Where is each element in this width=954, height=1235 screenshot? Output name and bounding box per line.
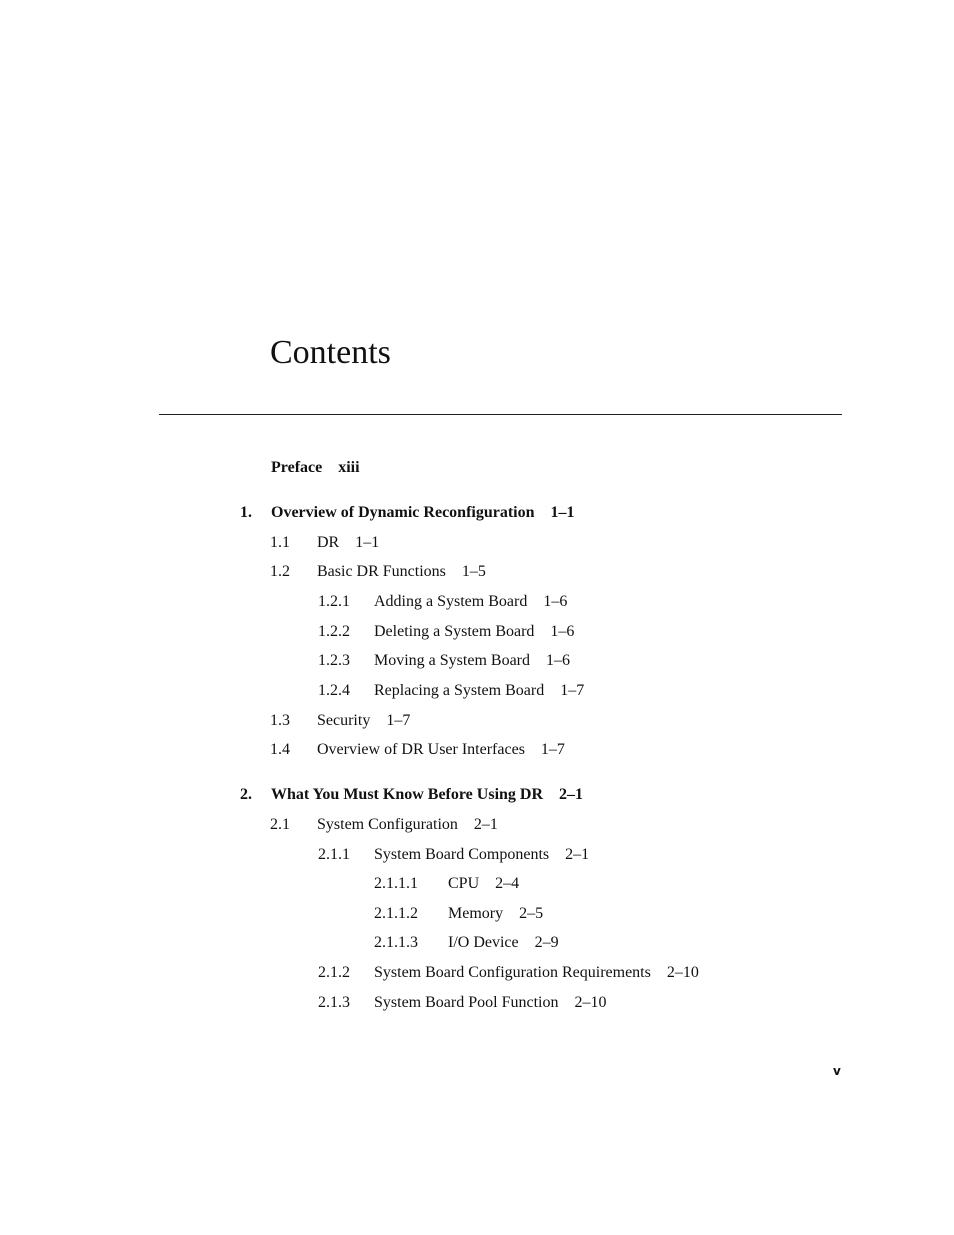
toc-entry-title: System Board Components <box>374 846 550 863</box>
toc-entry-number: 1.2 <box>270 563 290 580</box>
toc-entry-title-group <box>374 592 567 612</box>
toc-entry-title: Preface <box>271 459 323 476</box>
toc-entry[interactable] <box>0 711 954 731</box>
toc-entry-page: 1–5 <box>461 563 486 580</box>
toc-entry[interactable] <box>0 681 954 701</box>
toc-entry-title-group <box>374 622 574 642</box>
toc-entry[interactable] <box>0 562 954 582</box>
toc-entry-page: 1–6 <box>543 593 568 610</box>
toc-entry-title: Overview of Dynamic Reconfiguration <box>271 504 535 521</box>
toc-entry-number: 2.1.3 <box>318 994 350 1011</box>
toc-entry-title-group <box>317 711 410 731</box>
toc-entry-page: 1–6 <box>550 623 575 640</box>
toc-entry-title-group <box>374 651 570 671</box>
toc-entry-title: Deleting a System Board <box>374 623 535 640</box>
toc-entry-title: Adding a System Board <box>374 593 528 610</box>
toc-entry-page: 2–1 <box>565 846 590 863</box>
toc-entry[interactable] <box>0 785 954 805</box>
toc-entry-title: Overview of DR User Interfaces <box>317 741 525 758</box>
toc-entry-title: Replacing a System Board <box>374 682 545 699</box>
toc-entry-page: 2–1 <box>559 786 584 803</box>
toc-entry[interactable] <box>0 651 954 671</box>
toc-entry-title-group <box>317 815 498 835</box>
toc-entry-page: 1–6 <box>546 652 570 669</box>
toc-entry-number: 1.2.2 <box>318 623 350 640</box>
toc-entry-title: Moving a System Board <box>374 652 530 669</box>
toc-entry-title: System Configuration <box>317 816 458 833</box>
toc-entry-number: 2.1.1.2 <box>374 905 418 922</box>
toc-entry[interactable] <box>0 740 954 760</box>
toc-entry-number: 2.1 <box>270 816 290 833</box>
toc-entry-page: 2–9 <box>534 934 559 951</box>
toc-entry-number: 1.4 <box>270 741 290 758</box>
page-title: Contents <box>270 334 391 371</box>
toc-entry[interactable] <box>0 458 954 478</box>
toc-entry[interactable] <box>0 904 954 924</box>
page-number: v <box>833 1064 841 1078</box>
toc-entry-title-group <box>317 533 379 553</box>
toc-entry-page: 2–10 <box>574 994 607 1011</box>
toc-entry-title-group <box>374 845 589 865</box>
toc-entry-title-group <box>271 785 583 805</box>
toc-entry-title-group <box>317 562 486 582</box>
toc-entry-number: 2.1.1.3 <box>374 934 418 951</box>
toc-entry-number: 1.2.4 <box>318 682 350 699</box>
toc-entry[interactable] <box>0 993 954 1013</box>
toc-entry-title-group <box>374 963 699 983</box>
toc-entry-number: 2.1.2 <box>318 964 350 981</box>
toc-entry-page: 1–7 <box>540 741 565 758</box>
toc-entry-title-group <box>374 681 584 701</box>
toc-entry-number: 1.2.1 <box>318 593 350 610</box>
toc-entry-title: System Board Pool Function <box>374 994 559 1011</box>
toc-entry[interactable] <box>0 963 954 983</box>
toc-entry-title: CPU <box>448 875 480 892</box>
toc-entry-number: 2.1.1.1 <box>374 875 418 892</box>
toc-entry-page: 2–4 <box>495 875 520 892</box>
toc-entry-number: 1.1 <box>270 534 290 551</box>
toc-entry-page: 2–1 <box>473 816 498 833</box>
toc-entry-title-group <box>317 740 565 760</box>
toc-entry-number: 1.2.3 <box>318 652 350 669</box>
toc-entry-title-group <box>448 904 543 924</box>
toc-entry[interactable] <box>0 933 954 953</box>
toc-entry-title: DR <box>317 534 340 551</box>
toc-entry-page: 2–10 <box>666 964 699 981</box>
toc-entry-page: xiii <box>338 459 360 476</box>
toc-entry-title: System Board Configuration Requirements <box>374 964 651 981</box>
toc-entry-page: 1–1 <box>550 504 575 521</box>
toc-entry-title-group <box>448 933 559 953</box>
toc-entry[interactable] <box>0 592 954 612</box>
toc-entry-title: What You Must Know Before Using DR <box>271 786 544 803</box>
toc-entry-page: 1–7 <box>560 682 585 699</box>
toc-entry-title-group <box>374 993 606 1013</box>
toc-entry-number: 1.3 <box>270 712 290 729</box>
toc-entry-page: 1–7 <box>386 712 411 729</box>
toc-entry-page: 1–1 <box>355 534 380 551</box>
toc-entry[interactable] <box>0 874 954 894</box>
toc-entry-page: 2–5 <box>519 905 544 922</box>
toc-entry-title: Memory <box>448 905 504 922</box>
toc-entry-title: Security <box>317 712 371 729</box>
toc-entry-title-group <box>271 503 575 523</box>
toc-entry-number: 2.1.1 <box>318 846 350 863</box>
toc-entry[interactable] <box>0 503 954 523</box>
toc-entry[interactable] <box>0 533 954 553</box>
toc-entry[interactable] <box>0 622 954 642</box>
toc-entry-title-group <box>271 458 360 478</box>
toc-entry[interactable] <box>0 815 954 835</box>
toc-entry[interactable] <box>0 845 954 865</box>
toc-entry-title: Basic DR Functions <box>317 563 446 580</box>
toc-entry-title: I/O Device <box>448 934 519 951</box>
toc-entry-number: 1. <box>240 504 252 521</box>
toc-entry-number: 2. <box>240 786 252 803</box>
toc-entry-title-group <box>448 874 519 894</box>
